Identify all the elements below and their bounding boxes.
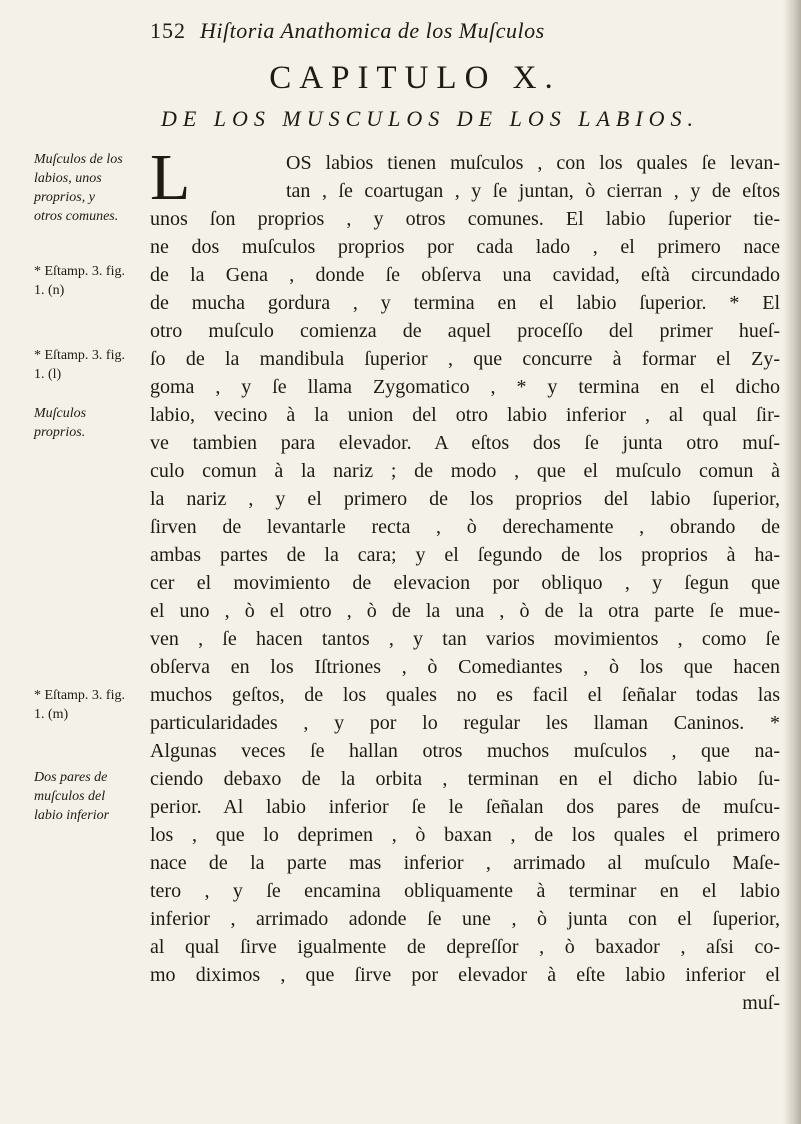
text-line: tan , ſe coartugan , y ſe juntan, ò cierran , y de eſtos xyxy=(286,180,780,202)
text-line: obſerva en los Iſtriones , ò Comediantes , ò los que hacen xyxy=(150,656,780,678)
text-line: ne dos muſculos proprios por cada lado , el primero nace xyxy=(150,236,780,258)
text-line: de mucha gordura , y termina en el labio ſuperior. * El xyxy=(150,292,780,314)
margin-note: Dos pares de muſculos del labio inferior xyxy=(34,770,110,823)
text-line: inferior , arrimado adonde ſe une , ò junta con el ſuperior, xyxy=(150,908,780,930)
margin-note: Muſculos de los labios, unos proprios, y otros comunes. xyxy=(34,152,123,224)
margin-note: * Eſtamp. 3. fig. 1. (m) xyxy=(34,688,125,722)
text-line: la nariz , y el primero de los proprios del labio ſuperior, xyxy=(150,488,780,510)
margin-note: * Eſtamp. 3. fig. 1. (l) xyxy=(34,348,125,382)
running-title: Hiſtoria Anathomica de los Muſculos xyxy=(200,18,545,43)
text-line: otro muſculo comienza de aquel proceſſo del primer hueſ- xyxy=(150,320,780,342)
text-line: ambas partes de la cara; y el ſegundo de los proprios à ha- xyxy=(150,544,780,566)
chapter-subheading: DE LOS MUSCULOS DE LOS LABIOS. xyxy=(160,106,700,131)
margin-note: Muſculos proprios. xyxy=(34,406,87,440)
chapter-heading: CAPITULO X. xyxy=(269,60,561,96)
text-line: mo diximos , que ſirve por elevador à eſte labio inferior el xyxy=(150,964,780,986)
drop-cap: L xyxy=(150,141,191,214)
text-line: nace de la parte mas inferior , arrimado al muſculo Maſe- xyxy=(150,852,780,874)
text-line: de la Gena , donde ſe obſerva una cavidad, eſtà circundado xyxy=(150,264,780,286)
page-number: 152 xyxy=(150,18,186,43)
text-line: labio, vecino à la union del otro labio inferior , al qual ſir- xyxy=(150,404,780,426)
text-line: ſirven de levantarle recta , ò derechamente , obrando de xyxy=(150,516,780,538)
text-line: muchos geſtos, de los quales no es facil el ſeñalar todas las xyxy=(150,684,780,706)
text-line: culo comun à la nariz ; de modo , que el muſculo comun à xyxy=(150,460,780,482)
text-line: particularidades , y por lo regular les llaman Caninos. * xyxy=(150,712,780,734)
text-line: cer el movimiento de elevacion por obliquo , y ſegun que xyxy=(150,572,780,594)
text-line: ven , ſe hacen tantos , y tan varios movimientos , como ſe xyxy=(150,628,780,650)
page-edge-shadow xyxy=(783,0,801,1124)
text-line: los , que lo deprimen , ò baxan , de los quales el primero xyxy=(150,824,780,846)
text-line: ciendo debaxo de la orbita , terminan en el dicho labio ſu- xyxy=(150,768,780,790)
text-line: ſo de la mandibula ſuperior , que concurre à formar el Zy- xyxy=(150,348,780,370)
text-line: unos ſon proprios , y otros comunes. El labio ſuperior tie- xyxy=(150,208,780,230)
text-line: Algunas veces ſe hallan otros muchos muſculos , que na- xyxy=(150,740,780,762)
text-line: tero , y ſe encamina obliquamente à terminar en el labio xyxy=(150,880,780,902)
text-line: el uno , ò el otro , ò de la una , ò de la otra parte ſe mue- xyxy=(150,600,780,622)
margin-note: * Eſtamp. 3. fig. 1. (n) xyxy=(34,264,125,298)
catchword: muſ- xyxy=(742,992,780,1014)
text-line: ve tambien para elevador. A eſtos dos ſe junta otro muſ- xyxy=(150,432,780,454)
text-line: al qual ſirve igualmente de depreſſor , ò baxador , aſsi co- xyxy=(150,936,780,958)
text-line: OS labios tienen muſculos , con los quales ſe levan- xyxy=(286,152,780,174)
text-line: goma , y ſe llama Zygomatico , * y termina en el dicho xyxy=(150,376,780,398)
text-line: perior. Al labio inferior ſe le ſeñalan dos pares de muſcu- xyxy=(150,796,780,818)
running-header xyxy=(150,14,770,50)
